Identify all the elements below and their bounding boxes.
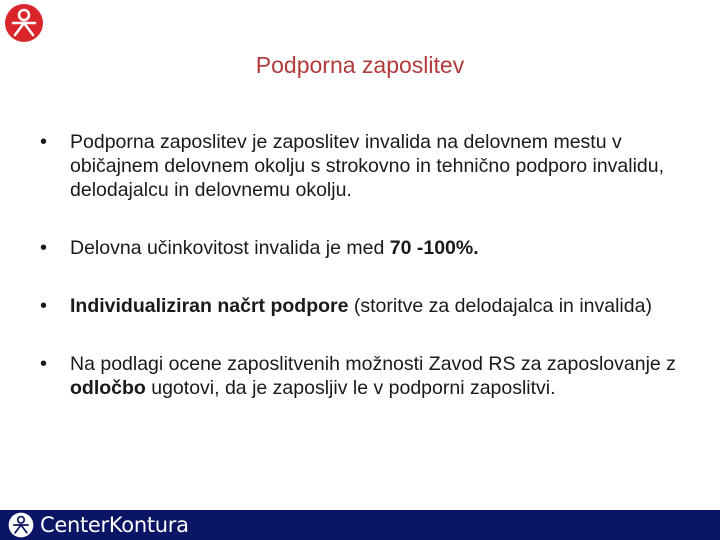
bullet-text: Na podlagi ocene zaposlitvenih možnosti Zavod RS za zaposlovanje z [70,353,676,375]
bullet-text: Podporna zaposlitev je zaposlitev invalida na delovnem mestu v običajnem delovnem okolju s strokovno in tehnično podporo invalidu, delodajalcu in delovnemu okolju. [70,131,665,201]
slide-title: Podporna zaposlitev [255,52,465,78]
bullet-bold-text: Individualiziran načrt podpore [70,295,349,317]
brand-icon [8,512,34,538]
bullet-item [36,130,686,202]
logo-icon [4,3,44,43]
bullet-bold-text: 70 -100%. [389,237,479,259]
footer-brand: CenterKontura [40,513,189,537]
footer-bar [0,510,720,540]
bullet-text: ugotovi, da je zaposljiv le v podporni zaposlitvi. [145,377,556,399]
bullet-item [36,236,686,260]
bullet-list [36,130,686,434]
bullet-item [36,294,686,318]
bullet-text: (storitve za delodajalca in invalida) [348,295,652,317]
bullet-text: Delovna učinkovitost invalida je med [70,237,390,259]
bullet-bold-text: odločbo [70,377,146,399]
bullet-item [36,352,686,400]
